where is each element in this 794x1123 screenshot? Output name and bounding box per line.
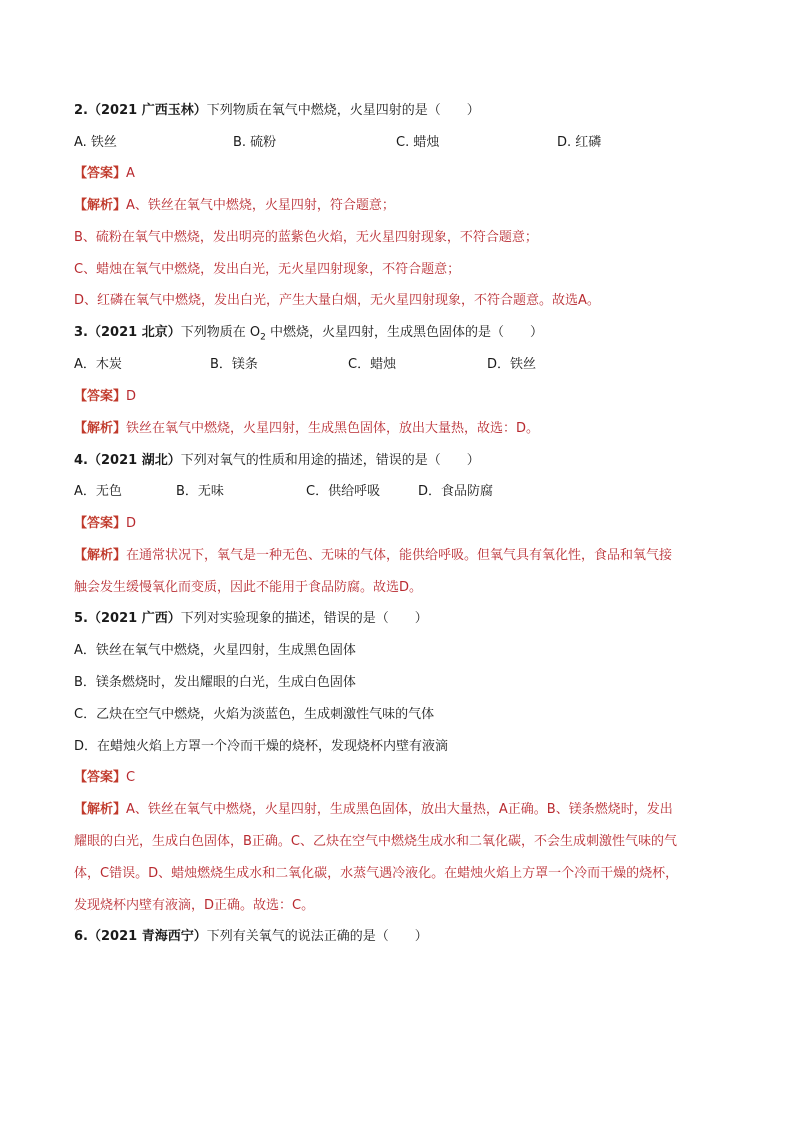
answer-line bbox=[74, 768, 135, 788]
option-a: A．铁丝在氧气中燃烧，火星四射，生成黑色固体 bbox=[74, 643, 356, 658]
answer-tag: 【答案】 bbox=[74, 166, 127, 181]
question-number: 6. bbox=[74, 929, 88, 944]
option-c: C．蜡烛 bbox=[348, 357, 397, 372]
analysis-line: 【解析】铁丝在氧气中燃烧，火星四射，生成黑色固体，放出大量热，故选：D。 bbox=[74, 421, 540, 436]
analysis-line: 体，C错误。D、蜡烛燃烧生成水和二氧化碳，水蒸气遇冷液化。在蜡烛火焰上方罩一个冷而干燥的烧杯， bbox=[74, 866, 679, 881]
option-d: D．在蜡烛火焰上方罩一个冷而干燥的烧杯，发现烧杯内壁有液滴 bbox=[74, 739, 449, 754]
option-d: D. 红磷 bbox=[557, 135, 602, 150]
analysis-line: 【解析】A、铁丝在氧气中燃烧，火星四射，符合题意； bbox=[74, 198, 395, 213]
answer-value: D bbox=[126, 516, 137, 531]
analysis-tag: 【解析】 bbox=[74, 548, 127, 563]
analysis-line: B、硫粉在氧气中燃烧，发出明亮的蓝紫色火焰，无火星四射现象，不符合题意； bbox=[74, 230, 538, 245]
answer-line bbox=[74, 164, 135, 184]
analysis-line: 【解析】在通常状况下，氧气是一种无色、无味的气体，能供给呼吸。但氧气具有氧化性，食品和氧气接 bbox=[74, 548, 673, 563]
analysis-line: D、红磷在氧气中燃烧，发出白光，产生大量白烟，无火星四射现象，不符合题意。故选A。 bbox=[74, 293, 600, 308]
option-a: A．无色 bbox=[74, 484, 122, 499]
option-d: D．食品防腐 bbox=[418, 484, 494, 499]
option-a: A. 铁丝 bbox=[74, 135, 117, 150]
answer-tag: 【答案】 bbox=[74, 389, 127, 404]
analysis-line: 发现烧杯内壁有液滴，D正确。故选：C。 bbox=[74, 898, 315, 913]
option-c: C. 蜡烛 bbox=[396, 135, 440, 150]
question-number: 2. bbox=[74, 103, 88, 118]
question-5-stem bbox=[74, 609, 428, 629]
question-4-stem bbox=[74, 451, 480, 471]
question-2-stem bbox=[74, 101, 480, 121]
answer-value: D bbox=[126, 389, 137, 404]
analysis-tag: 【解析】 bbox=[74, 802, 127, 817]
analysis-line: C、蜡烛在氧气中燃烧，发出白光，无火星四射现象，不符合题意； bbox=[74, 262, 461, 277]
analysis-tag: 【解析】 bbox=[74, 198, 127, 213]
question-text: 下列物质在氧气中燃烧，火星四射的是（ ） bbox=[206, 103, 480, 118]
question-3-stem: 3.（2021 北京）下列物质在 $O_2$ 中燃烧，火星四射，生成黑色固体的是（ ） bbox=[74, 325, 543, 343]
analysis-tag: 【解析】 bbox=[74, 421, 127, 436]
answer-tag: 【答案】 bbox=[74, 770, 127, 785]
question-text: 下列对实验现象的描述，错误的是（ ） bbox=[180, 611, 428, 626]
option-c: C．乙炔在空气中燃烧，火焰为淡蓝色，生成刺激性气味的气体 bbox=[74, 707, 435, 722]
question-text: 下列对氧气的性质和用途的描述，错误的是（ ） bbox=[180, 453, 480, 468]
question-number: 4. bbox=[74, 453, 88, 468]
option-b: B．无味 bbox=[176, 484, 224, 499]
answer-line bbox=[74, 514, 136, 534]
question-number: 5. bbox=[74, 611, 88, 626]
answer-value: C bbox=[126, 770, 136, 785]
option-b: B．镁条燃烧时，发出耀眼的白光，生成白色固体 bbox=[74, 675, 356, 690]
answer-value: A bbox=[126, 166, 135, 181]
question-source: （2021 湖北） bbox=[87, 453, 181, 468]
option-b: B. 硫粉 bbox=[233, 135, 277, 150]
analysis-line: 耀眼的白光，生成白色固体，B正确。C、乙炔在空气中燃烧生成水和二氧化碳，不会生成刺激性气味的气 bbox=[74, 834, 677, 849]
question-source: （2021 青海西宁） bbox=[87, 929, 207, 944]
question-text: 下列有关氧气的说法正确的是（ ） bbox=[206, 929, 428, 944]
question-source: （2021 北京） bbox=[87, 325, 181, 340]
answer-tag: 【答案】 bbox=[74, 516, 127, 531]
answer-line bbox=[74, 387, 136, 407]
option-d: D．铁丝 bbox=[487, 357, 537, 372]
option-c: C．供给呼吸 bbox=[306, 484, 381, 499]
question-number: 3. bbox=[74, 325, 88, 340]
question-source: （2021 广西） bbox=[87, 611, 181, 626]
question-source: （2021 广西玉林） bbox=[87, 103, 207, 118]
analysis-line: 【解析】A、铁丝在氧气中燃烧，火星四射，生成黑色固体，放出大量热，A正确。B、镁条燃烧时，发出 bbox=[74, 802, 673, 817]
question-6-stem bbox=[74, 927, 428, 947]
option-b: B．镁条 bbox=[210, 357, 258, 372]
analysis-line: 触会发生缓慢氧化而变质，因此不能用于食品防腐。故选D。 bbox=[74, 580, 423, 595]
option-a: A．木炭 bbox=[74, 357, 122, 372]
